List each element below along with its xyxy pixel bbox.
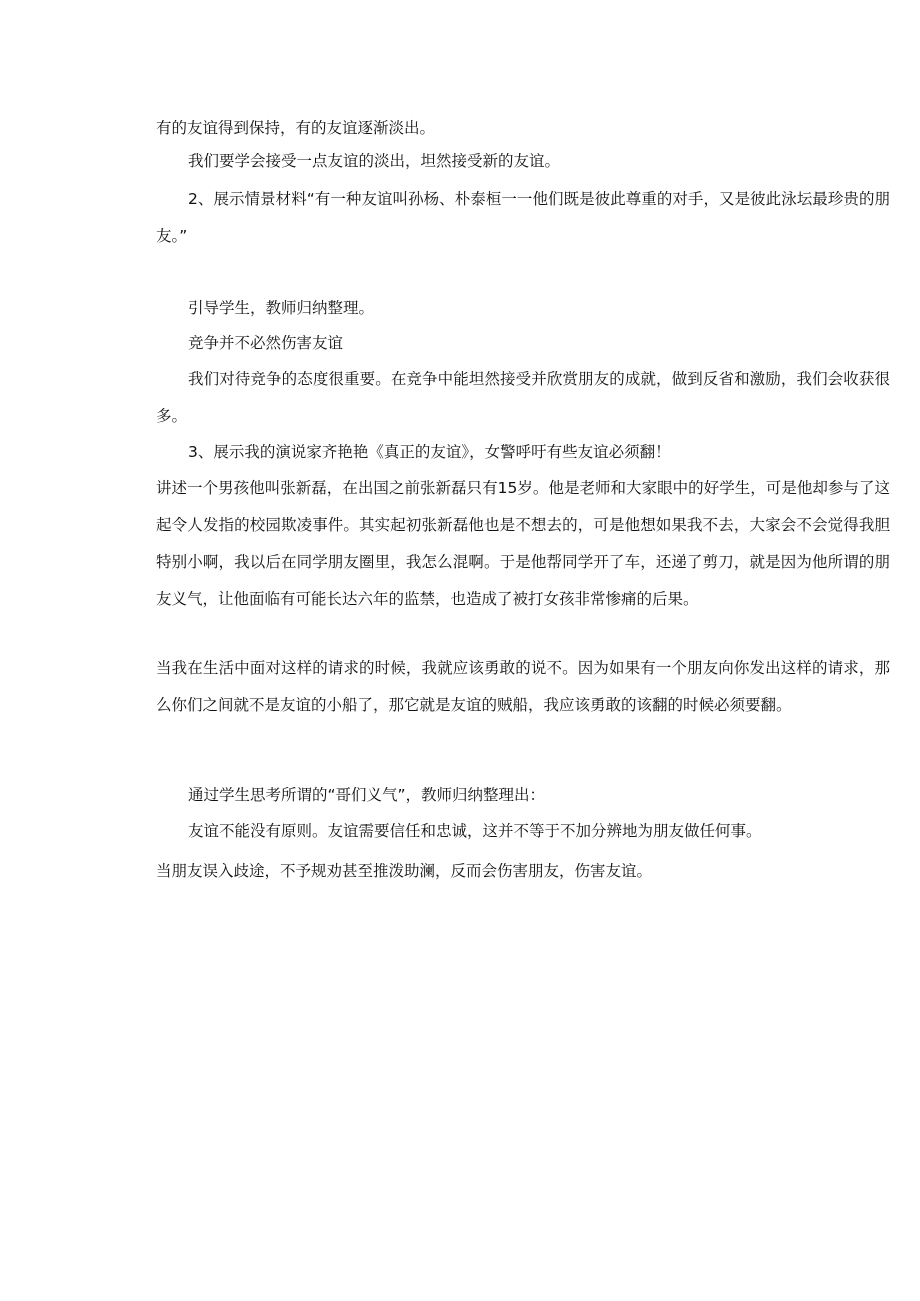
paragraph-accept-new-friendship: 我们要学会接受一点友谊的淡出，坦然接受新的友谊。 xyxy=(188,152,561,170)
paragraph-scenario-material-2: 2、展示情景材料“有一种友谊叫孙杨、朴泰桓一一他们既是彼此尊重的对手，又是彼此泳坛最珍贵的朋友。” xyxy=(156,190,890,245)
paragraph-competition-heading: 竞争并不必然伤害友谊 xyxy=(188,334,344,352)
paragraph-harm-friendship: 当朋友误入歧途，不予规劝甚至推泼助澜，反而会伤害朋友，伤害友谊。 xyxy=(156,862,653,880)
paragraph-say-no: 当我在生活中面对这样的请求的时候，我就应该勇敢的说不。因为如果有一个朋友向你发出这样的请求，那么你们之间就不是友谊的小船了，那它就是友谊的贼船，我应该勇敢的该翻的时候必须要翻。 xyxy=(156,659,890,714)
paragraph-guide-students: 引导学生，教师归纳整理。 xyxy=(188,299,375,317)
paragraph-speech-material-3: 3、展示我的演说家齐艳艳《真正的友谊》，女警呼吁有些友谊必须翻！ xyxy=(188,443,671,461)
paragraph-competition-attitude: 我们对待竞争的态度很重要。在竞争中能坦然接受并欣赏朋友的成就，做到反省和激励，我们会收获很多。 xyxy=(156,370,890,425)
paragraph-story-zhang-xinlei: 讲述一个男孩他叫张新磊，在出国之前张新磊只有15岁。他是老师和大家眼中的好学生，可是他却参与了这起令人发指的校园欺凌事件。其实起初张新磊他也是不想去的，可是他想如果我不去，大家会不会觉得我胆特别小啊，我以后在同学朋友圈里，我怎么混啊。于是他帮同学开了车，还递了剪刀，就是因为他所谓的朋友义气，让他面临有可能长达六年的监禁，也造成了被打女孩非常惨痛的后果。 xyxy=(156,479,890,608)
paragraph-brotherhood-loyalty: 通过学生思考所谓的“哥们义气”，教师归纳整理出： xyxy=(188,786,546,804)
paragraph-friendship-principles: 友谊不能没有原则。友谊需要信任和忠诚，这并不等于不加分辨地为朋友做任何事。 xyxy=(188,822,762,840)
paragraph-friendship-fading: 有的友谊得到保持，有的友谊逐渐淡出。 xyxy=(156,119,436,137)
